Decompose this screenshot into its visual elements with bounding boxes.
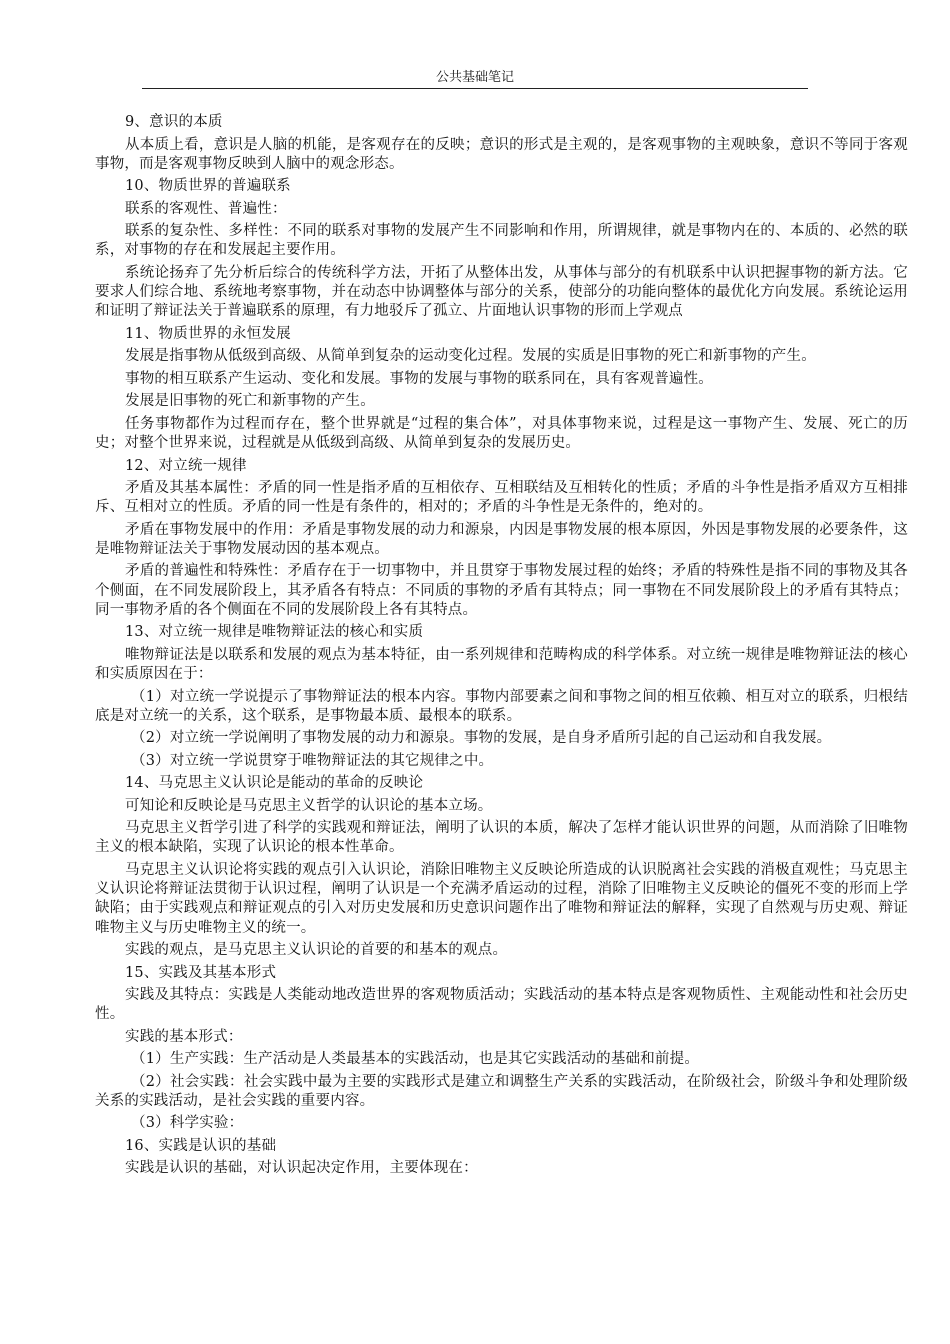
paragraph: 马克思主义哲学引进了科学的实践观和辩证法，阐明了认识的本质，解决了怎样才能认识世界的问题，从而消除了旧唯物主义的根本缺陷，实现了认识论的根本性革命。 bbox=[95, 820, 908, 856]
paragraph: 实践是认识的基础，对认识起决定作用，主要体现在： bbox=[125, 1160, 478, 1177]
paragraph: 事物的相互联系产生运动、变化和发展。事物的发展与事物的联系同在，具有客观普遍性。 bbox=[125, 370, 713, 387]
page-header bbox=[142, 70, 808, 86]
paragraph: 发展是指事物从低级到高级、从简单到复杂的运动变化过程。发展的实质是旧事物的死亡和新事物的产生。 bbox=[125, 348, 816, 365]
section-heading: 13、对立统一规律是唯物辩证法的核心和实质 bbox=[125, 624, 424, 641]
document-body bbox=[95, 113, 908, 1182]
header-rule bbox=[142, 88, 808, 89]
section-heading: 15、实践及其基本形式 bbox=[125, 964, 277, 981]
paragraph: 唯物辩证法是以联系和发展的观点为基本特征，由一系列规律和范畴构成的科学体系。对立统一规律是唯物辩证法的核心和实质原因在于： bbox=[95, 646, 908, 683]
paragraph: 系统论扬弃了先分析后综合的传统科学方法，开拓了从整体出发，从事体与部分的有机联系中认识把握事物的新方法。它要求人们综合地、系统地考察事物，并在动态中协调整体与部分的关系，使部分的功能向整体的最优化方向发展。系统论运用和证明了辩证法关于普遍联系的原理，有力地驳斥了孤立、片面地认识事物的形而上学观点 bbox=[95, 264, 908, 320]
numbered-point: （3）科学实验： bbox=[131, 1115, 244, 1132]
section-heading: 16、实践是认识的基础 bbox=[125, 1137, 277, 1154]
numbered-point: （1）生产实践：生产活动是人类最基本的实践活动，也是其它实践活动的基础和前提。 bbox=[131, 1051, 700, 1068]
paragraph: 矛盾的普遍性和特殊性：矛盾存在于一切事物中，并且贯穿于事物发展过程的始终；矛盾的特殊性是指不同的事物及其各个侧面，在不同发展阶段上，其矛盾各有特点：不同质的事物的矛盾有其特点；同一事物在不同发展阶段上的矛盾有其特点；同一事物矛盾的各个侧面在不同的发展阶段上各有其特点。 bbox=[95, 563, 908, 618]
paragraph: 联系的客观性、普遍性： bbox=[125, 200, 287, 217]
section-heading: 14、马克思主义认识论是能动的革命的反映论 bbox=[125, 775, 424, 792]
paragraph: 发展是旧事物的死亡和新事物的产生。 bbox=[125, 393, 375, 410]
paragraph: 矛盾及其基本属性：矛盾的同一性是指矛盾的互相依存、互相联结及互相转化的性质；矛盾的斗争性是指矛盾双方互相排斥、互相对立的性质。矛盾的同一性是有条件的，相对的；矛盾的斗争性是无条件的，绝对的。 bbox=[95, 480, 908, 516]
paragraph: 马克思主义认识论将实践的观点引入认识论，消除旧唯物主义反映论所造成的认识脱离社会实践的消极直观性；马克思主义认识论将辩证法贯彻于认识过程，阐明了认识是一个充满矛盾运动的过程，消除了旧唯物主义反映论的僵死不变的形而上学缺陷；由于实践观点和辩证观点的引入对历史发展和历史意识问题作出了唯物和辩证法的解释，实现了自然观与历史观、辩证唯物主义与历史唯物主义的统一。 bbox=[95, 861, 908, 936]
numbered-point: （2）社会实践：社会实践中最为主要的实践形式是建立和调整生产关系的实践活动，在阶级社会，阶级斗争和处理阶级关系的实践活动，是社会实践的重要内容。 bbox=[95, 1073, 908, 1109]
paragraph: 实践的观点，是马克思主义认识论的首要的和基本的观点。 bbox=[125, 942, 508, 959]
paragraph: 矛盾在事物发展中的作用：矛盾是事物发展的动力和源泉，内因是事物发展的根本原因，外因是事物发展的必要条件，这是唯物辩证法关于事物发展动因的基本观点。 bbox=[95, 521, 908, 557]
paragraph: 实践及其特点：实践是人类能动地改造世界的客观物质活动；实践活动的基本特点是客观物质性、主观能动性和社会历史性。 bbox=[95, 987, 908, 1023]
section-heading: 12、对立统一规律 bbox=[125, 457, 247, 474]
section-heading: 11、物质世界的永恒发展 bbox=[125, 325, 291, 342]
paragraph: 联系的复杂性、多样性：不同的联系对事物的发展产生不同影响和作用，所谓规律，就是事物内在的、本质的、必然的联系，对事物的存在和发展起主要作用。 bbox=[95, 223, 908, 259]
section-heading: 9、意识的本质 bbox=[125, 114, 223, 130]
numbered-point: （3）对立统一学说贯穿于唯物辩证法的其它规律之中。 bbox=[131, 752, 494, 769]
paragraph: 从本质上看，意识是人脑的机能，是客观存在的反映；意识的形式是主观的，是客观事物的主观映象，意识不等同于客观事物，而是客观事物反映到人脑中的观念形态。 bbox=[95, 136, 908, 172]
paragraph: 任务事物都作为过程而存在，整个世界就是“过程的集合体”，对具体事物来说，过程是这一事物产生、发展、死亡的历史；对整个世界来说，过程就是从低级到高级、从简单到复杂的发展历史。 bbox=[95, 415, 908, 452]
paragraph: 可知论和反映论是马克思主义哲学的认识论的基本立场。 bbox=[125, 797, 493, 814]
paragraph: 实践的基本形式： bbox=[125, 1028, 243, 1045]
numbered-point: （2）对立统一学说阐明了事物发展的动力和源泉。事物的发展，是自身矛盾所引起的自己运动和自我发展。 bbox=[131, 730, 832, 747]
numbered-point: （1）对立统一学说提示了事物辩证法的根本内容。事物内部要素之间和事物之间的相互依赖、相互对立的联系，归根结底是对立统一的关系，这个联系，是事物最本质、最根本的联系。 bbox=[95, 688, 908, 724]
header-title: 公共基础笔记 bbox=[435, 70, 514, 85]
section-heading: 10、物质世界的普遍联系 bbox=[125, 178, 291, 195]
